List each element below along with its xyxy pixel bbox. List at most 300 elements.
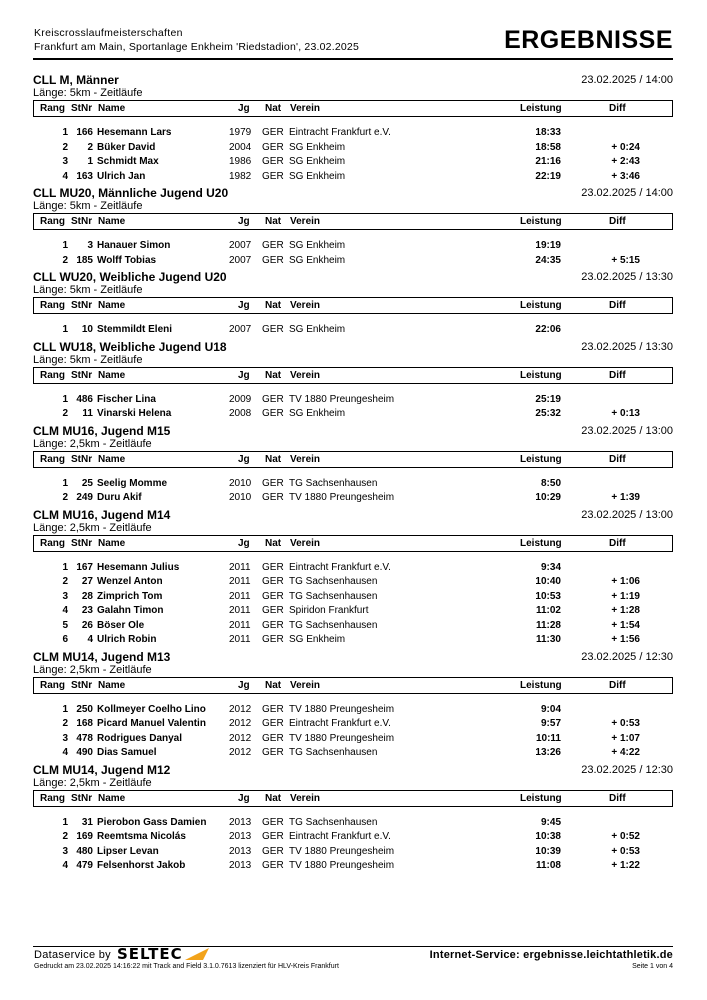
result-rows	[33, 807, 673, 876]
cell-jg: 1979	[229, 127, 252, 138]
cell-verein: TV 1880 Preungesheim	[289, 860, 395, 871]
cell-nat: GER	[262, 831, 284, 842]
column-header-verein: Verein	[290, 537, 321, 549]
cell-leistung: 22:19	[535, 170, 561, 182]
section-length: Länge: 5km - Zeitläufe	[33, 284, 143, 296]
cell-nat: GER	[262, 845, 284, 857]
cell-leistung: 13:26	[535, 747, 561, 758]
column-header-name: Name	[98, 300, 126, 311]
cell-verein: TV 1880 Preungesheim	[289, 492, 395, 503]
section-header	[33, 340, 673, 354]
cell-nat: GER	[262, 240, 284, 251]
results-section	[33, 340, 673, 424]
cell-rang: 2	[62, 141, 68, 153]
cell-rang: 3	[62, 845, 68, 857]
section-length: Länge: 2,5km - Zeitläufe	[33, 437, 152, 450]
cell-nat: GER	[262, 634, 284, 645]
cell-nat: GER	[262, 590, 284, 602]
cell-rang: 1	[62, 240, 68, 251]
cell-rang: 1	[62, 127, 68, 138]
cell-verein: SG Enkheim	[289, 254, 346, 266]
result-row	[33, 141, 673, 156]
cell-diff: + 0:13	[611, 408, 640, 419]
seltec-logo	[117, 946, 209, 962]
section-title: CLM MU16, Jugend M15	[33, 423, 171, 438]
cell-jg: 2010	[229, 492, 252, 503]
internet-service-link[interactable]: Internet-Service: ergebnisse.leichtathletik.de	[429, 949, 673, 961]
cell-leistung: 11:30	[535, 634, 561, 645]
cell-stnr: 250	[76, 703, 93, 715]
cell-verein: TV 1880 Preungesheim	[289, 393, 395, 405]
results-section	[33, 73, 673, 186]
cell-rang: 4	[62, 860, 68, 871]
result-row	[33, 816, 673, 831]
cell-verein: SG Enkheim	[289, 408, 346, 419]
column-header-verein: Verein	[290, 216, 321, 227]
cell-diff: + 2:43	[611, 156, 640, 167]
cell-nat: GER	[262, 561, 284, 573]
result-row	[33, 407, 673, 422]
column-header-stnr: StNr	[71, 537, 93, 549]
column-header-nat: Nat	[265, 369, 282, 381]
cell-jg: 1986	[229, 156, 252, 167]
cell-stnr: 4	[87, 634, 93, 645]
column-header-leistung: Leistung	[520, 792, 562, 804]
cell-nat: GER	[262, 492, 284, 503]
cell-leistung: 18:58	[535, 141, 561, 153]
cell-jg: 2007	[229, 324, 252, 335]
cell-verein: SG Enkheim	[289, 634, 346, 645]
cell-nat: GER	[262, 747, 284, 758]
cell-stnr: 2	[87, 141, 93, 153]
column-header-diff: Diff	[609, 216, 626, 227]
event-location-date: Frankfurt am Main, Sportanlage Enkheim 'Riedstadion', 23.02.2025	[34, 41, 359, 53]
cell-diff: + 0:24	[611, 141, 640, 153]
result-row	[33, 746, 673, 761]
cell-nat: GER	[262, 732, 284, 744]
cell-diff: + 3:46	[611, 170, 640, 182]
cell-name: Kollmeyer Coelho Lino	[97, 703, 206, 715]
section-length: Länge: 2,5km - Zeitläufe	[33, 521, 152, 534]
cell-jg: 2007	[229, 254, 252, 266]
cell-stnr: 10	[81, 324, 93, 335]
cell-rang: 1	[62, 561, 68, 573]
column-header-nat: Nat	[265, 679, 282, 691]
cell-jg: 2012	[229, 718, 252, 729]
column-header-name: Name	[98, 792, 126, 804]
section-length: Länge: 5km - Zeitläufe	[33, 353, 143, 366]
cell-name: Fischer Lina	[97, 393, 156, 405]
cell-jg: 2011	[229, 634, 251, 645]
section-header	[33, 508, 673, 522]
section-datetime: 23.02.2025 / 12:30	[581, 763, 673, 776]
cell-stnr: 3	[87, 240, 93, 251]
column-header-diff: Diff	[609, 679, 626, 691]
cell-diff: + 1:56	[611, 634, 640, 645]
cell-diff: + 5:15	[611, 254, 640, 266]
cell-nat: GER	[262, 127, 284, 138]
cell-rang: 1	[62, 703, 68, 715]
column-header-leistung: Leistung	[520, 453, 562, 465]
section-title: CLL MU20, Männliche Jugend U20	[33, 186, 229, 200]
result-rows	[33, 314, 673, 340]
section-length: Länge: 2,5km - Zeitläufe	[33, 776, 152, 789]
result-row	[33, 859, 673, 874]
column-header-leistung: Leistung	[520, 300, 562, 311]
cell-rang: 6	[62, 634, 68, 645]
cell-leistung: 25:19	[535, 393, 561, 405]
cell-leistung: 11:02	[535, 605, 561, 616]
cell-verein: Eintracht Frankfurt e.V.	[289, 561, 391, 573]
column-header-diff: Diff	[609, 453, 626, 465]
result-rows	[33, 552, 673, 650]
cell-nat: GER	[262, 156, 284, 167]
cell-stnr: 28	[81, 590, 93, 602]
cell-nat: GER	[262, 477, 284, 489]
column-header-nat: Nat	[265, 792, 282, 804]
column-header-nat: Nat	[265, 453, 282, 465]
column-header-stnr: StNr	[71, 679, 93, 691]
cell-leistung: 11:08	[535, 860, 561, 871]
column-header-row	[33, 451, 673, 468]
column-header-rang: Rang	[40, 103, 65, 114]
cell-name: Dias Samuel	[97, 747, 157, 758]
section-header	[33, 270, 673, 284]
cell-diff: + 1:39	[611, 492, 640, 503]
cell-rang: 2	[62, 576, 68, 587]
cell-name: Hesemann Lars	[97, 127, 172, 138]
column-header-verein: Verein	[290, 103, 321, 114]
cell-rang: 2	[62, 254, 68, 266]
event-name: Kreiscrosslaufmeisterschaften	[34, 27, 183, 39]
cell-jg: 2011	[229, 590, 251, 602]
cell-leistung: 10:39	[535, 845, 561, 857]
cell-jg: 2004	[229, 141, 252, 153]
column-header-rang: Rang	[40, 453, 65, 465]
section-datetime: 23.02.2025 / 13:00	[581, 424, 673, 437]
result-rows	[33, 117, 673, 186]
column-header-verein: Verein	[290, 679, 321, 691]
result-row	[33, 590, 673, 605]
result-rows	[33, 384, 673, 424]
cell-nat: GER	[262, 254, 284, 266]
cell-stnr: 490	[76, 747, 93, 758]
column-header-diff: Diff	[609, 369, 626, 381]
column-header-row	[33, 790, 673, 807]
cell-leistung: 10:29	[535, 492, 561, 503]
section-length: Länge: 5km - Zeitläufe	[33, 87, 143, 99]
column-header-jg: Jg	[238, 103, 250, 114]
cell-rang: 3	[62, 590, 68, 602]
cell-leistung: 19:19	[535, 240, 561, 251]
result-row	[33, 170, 673, 185]
cell-stnr: 167	[76, 561, 93, 573]
cell-name: Vinarski Helena	[97, 408, 172, 419]
section-datetime: 23.02.2025 / 13:30	[581, 340, 673, 353]
column-header-leistung: Leistung	[520, 103, 562, 114]
cell-leistung: 24:35	[535, 254, 561, 266]
results-section	[33, 186, 673, 270]
column-header-row	[33, 677, 673, 694]
column-header-diff: Diff	[609, 537, 626, 549]
cell-name: Duru Akif	[97, 492, 142, 503]
cell-leistung: 25:32	[535, 408, 561, 419]
cell-verein: SG Enkheim	[289, 170, 346, 182]
cell-diff: + 4:22	[611, 747, 640, 758]
cell-rang: 1	[62, 393, 68, 405]
cell-jg: 2013	[229, 845, 252, 857]
cell-jg: 1982	[229, 170, 252, 182]
cell-rang: 5	[62, 619, 68, 631]
cell-diff: + 1:22	[611, 860, 640, 871]
cell-stnr: 23	[81, 605, 93, 616]
result-row	[33, 633, 673, 648]
result-row	[33, 254, 673, 269]
cell-leistung: 11:28	[535, 619, 561, 631]
cell-verein: TV 1880 Preungesheim	[289, 732, 395, 744]
cell-nat: GER	[262, 816, 284, 828]
cell-jg: 2011	[229, 561, 251, 573]
cell-jg: 2011	[229, 605, 251, 616]
cell-diff: + 0:53	[611, 845, 640, 857]
cell-rang: 1	[62, 324, 68, 335]
column-header-stnr: StNr	[71, 216, 93, 227]
cell-stnr: 27	[81, 576, 93, 587]
cell-name: Hanauer Simon	[97, 240, 171, 251]
cell-verein: TV 1880 Preungesheim	[289, 845, 395, 857]
cell-name: Rodrigues Danyal	[97, 732, 183, 744]
column-header-stnr: StNr	[71, 103, 93, 114]
cell-rang: 2	[62, 831, 68, 842]
column-header-nat: Nat	[265, 537, 282, 549]
cell-jg: 2011	[229, 619, 251, 631]
cell-diff: + 1:54	[611, 619, 640, 631]
cell-name: Felsenhorst Jakob	[97, 860, 186, 871]
section-title: CLL M, Männer	[33, 73, 119, 87]
cell-name: Hesemann Julius	[97, 561, 180, 573]
column-header-jg: Jg	[238, 679, 250, 691]
column-header-verein: Verein	[290, 369, 321, 381]
section-title: CLM MU16, Jugend M14	[33, 507, 171, 522]
results-list	[33, 73, 673, 876]
result-row	[33, 845, 673, 860]
cell-leistung: 10:11	[535, 732, 561, 744]
results-section	[33, 508, 673, 650]
cell-verein: TV 1880 Preungesheim	[289, 703, 395, 715]
cell-name: Büker David	[97, 141, 156, 153]
cell-verein: Eintracht Frankfurt e.V.	[289, 718, 391, 729]
column-header-jg: Jg	[238, 216, 250, 227]
cell-diff: + 1:28	[611, 605, 640, 616]
cell-stnr: 169	[76, 831, 93, 842]
cell-rang: 3	[62, 732, 68, 744]
column-header-name: Name	[98, 453, 126, 465]
result-row	[33, 575, 673, 590]
results-section	[33, 424, 673, 508]
result-rows	[33, 230, 673, 270]
results-section	[33, 650, 673, 763]
cell-jg: 2012	[229, 747, 252, 758]
cell-diff: + 1:19	[611, 590, 640, 602]
cell-rang: 2	[62, 492, 68, 503]
section-header	[33, 763, 673, 777]
cell-leistung: 9:45	[540, 816, 561, 828]
column-header-leistung: Leistung	[520, 679, 562, 691]
result-row	[33, 703, 673, 718]
cell-leistung: 9:04	[540, 703, 561, 715]
cell-rang: 4	[62, 747, 68, 758]
result-row	[33, 619, 673, 634]
cell-jg: 2009	[229, 393, 252, 405]
column-header-leistung: Leistung	[520, 369, 562, 381]
cell-nat: GER	[262, 703, 284, 715]
section-datetime: 23.02.2025 / 13:00	[581, 508, 673, 521]
cell-rang: 1	[62, 477, 68, 489]
cell-jg: 2010	[229, 477, 252, 489]
column-header-rang: Rang	[40, 792, 65, 804]
cell-nat: GER	[262, 393, 284, 405]
header-divider	[33, 58, 673, 60]
column-header-row	[33, 213, 673, 230]
results-section	[33, 270, 673, 340]
page-title: ERGEBNISSE	[504, 26, 673, 54]
section-header	[33, 73, 673, 87]
cell-verein: TG Sachsenhausen	[289, 747, 378, 758]
result-row	[33, 830, 673, 845]
cell-verein: TG Sachsenhausen	[289, 619, 378, 631]
cell-verein: TG Sachsenhausen	[289, 576, 378, 587]
column-header-leistung: Leistung	[520, 216, 562, 227]
result-row	[33, 239, 673, 254]
column-header-name: Name	[98, 537, 126, 549]
results-section	[33, 763, 673, 876]
result-rows	[33, 694, 673, 763]
cell-leistung: 21:16	[535, 156, 561, 167]
cell-leistung: 10:53	[535, 590, 561, 602]
column-header-name: Name	[98, 216, 126, 227]
cell-leistung: 22:06	[535, 324, 561, 335]
column-header-jg: Jg	[238, 792, 250, 804]
cell-name: Seelig Momme	[97, 477, 168, 489]
cell-name: Wolff Tobias	[97, 254, 157, 266]
column-header-rang: Rang	[40, 537, 65, 549]
section-header	[33, 424, 673, 438]
cell-rang: 2	[62, 718, 68, 729]
cell-diff: + 0:52	[611, 831, 640, 842]
cell-verein: SG Enkheim	[289, 240, 346, 251]
column-header-row	[33, 535, 673, 552]
cell-leistung: 10:38	[535, 831, 561, 842]
cell-name: Ulrich Robin	[97, 634, 157, 645]
cell-jg: 2012	[229, 703, 252, 715]
column-header-diff: Diff	[609, 103, 626, 114]
column-header-name: Name	[98, 103, 126, 114]
cell-stnr: 166	[76, 127, 93, 138]
cell-name: Pierobon Gass Damien	[97, 816, 207, 828]
column-header-rang: Rang	[40, 300, 65, 311]
column-header-stnr: StNr	[71, 300, 93, 311]
section-datetime: 23.02.2025 / 13:30	[581, 271, 673, 283]
column-header-diff: Diff	[609, 300, 626, 311]
cell-jg: 2007	[229, 240, 252, 251]
cell-nat: GER	[262, 170, 284, 182]
seltec-logo-text: SELTEC	[117, 945, 183, 963]
cell-name: Ulrich Jan	[97, 170, 146, 182]
column-header-row	[33, 297, 673, 314]
cell-stnr: 26	[81, 619, 93, 631]
cell-verein: Eintracht Frankfurt e.V.	[289, 127, 391, 138]
column-header-nat: Nat	[265, 216, 282, 227]
section-header	[33, 186, 673, 200]
cell-diff: + 0:53	[611, 718, 640, 729]
cell-nat: GER	[262, 605, 284, 616]
column-header-name: Name	[98, 369, 126, 381]
cell-rang: 1	[62, 816, 68, 828]
result-row	[33, 477, 673, 492]
cell-nat: GER	[262, 619, 284, 631]
column-header-rang: Rang	[40, 679, 65, 691]
result-row	[33, 717, 673, 732]
section-title: CLM MU14, Jugend M12	[33, 762, 171, 777]
cell-name: Zimprich Tom	[97, 590, 163, 602]
column-header-stnr: StNr	[71, 369, 93, 381]
column-header-verein: Verein	[290, 300, 321, 311]
cell-jg: 2013	[229, 860, 252, 871]
section-datetime: 23.02.2025 / 14:00	[581, 74, 673, 86]
column-header-leistung: Leistung	[520, 537, 562, 549]
cell-leistung: 10:40	[535, 576, 561, 587]
cell-jg: 2013	[229, 816, 252, 828]
cell-stnr: 168	[76, 718, 93, 729]
cell-stnr: 486	[76, 393, 93, 405]
cell-stnr: 249	[76, 492, 93, 503]
section-length: Länge: 2,5km - Zeitläufe	[33, 663, 152, 676]
column-header-rang: Rang	[40, 369, 65, 381]
cell-stnr: 11	[82, 408, 93, 419]
cell-verein: SG Enkheim	[289, 156, 346, 167]
cell-name: Böser Ole	[97, 619, 145, 631]
cell-name: Wenzel Anton	[97, 576, 163, 587]
section-title: CLL WU18, Weibliche Jugend U18	[33, 339, 227, 354]
cell-stnr: 478	[76, 732, 93, 744]
cell-stnr: 185	[76, 254, 93, 266]
cell-stnr: 31	[81, 816, 93, 828]
result-row	[33, 155, 673, 170]
result-row	[33, 732, 673, 747]
section-title: CLM MU14, Jugend M13	[33, 649, 171, 664]
result-row	[33, 561, 673, 576]
column-header-nat: Nat	[265, 300, 282, 311]
cell-leistung: 8:50	[540, 477, 561, 489]
section-title: CLL WU20, Weibliche Jugend U20	[33, 270, 227, 284]
cell-stnr: 480	[76, 845, 93, 857]
column-header-stnr: StNr	[71, 792, 93, 804]
result-row	[33, 126, 673, 141]
cell-stnr: 25	[81, 477, 93, 489]
section-length: Länge: 5km - Zeitläufe	[33, 200, 143, 212]
column-header-stnr: StNr	[71, 453, 93, 465]
cell-verein: Spiridon Frankfurt	[289, 605, 369, 616]
column-header-jg: Jg	[238, 537, 250, 549]
column-header-row	[33, 367, 673, 384]
cell-diff: + 1:06	[611, 576, 640, 587]
page-number: Seite 1 von 4	[632, 963, 673, 970]
cell-rang: 4	[62, 170, 68, 182]
column-header-diff: Diff	[609, 792, 626, 804]
cell-diff: + 1:07	[611, 732, 640, 744]
cell-nat: GER	[262, 141, 284, 153]
result-row	[33, 323, 673, 338]
